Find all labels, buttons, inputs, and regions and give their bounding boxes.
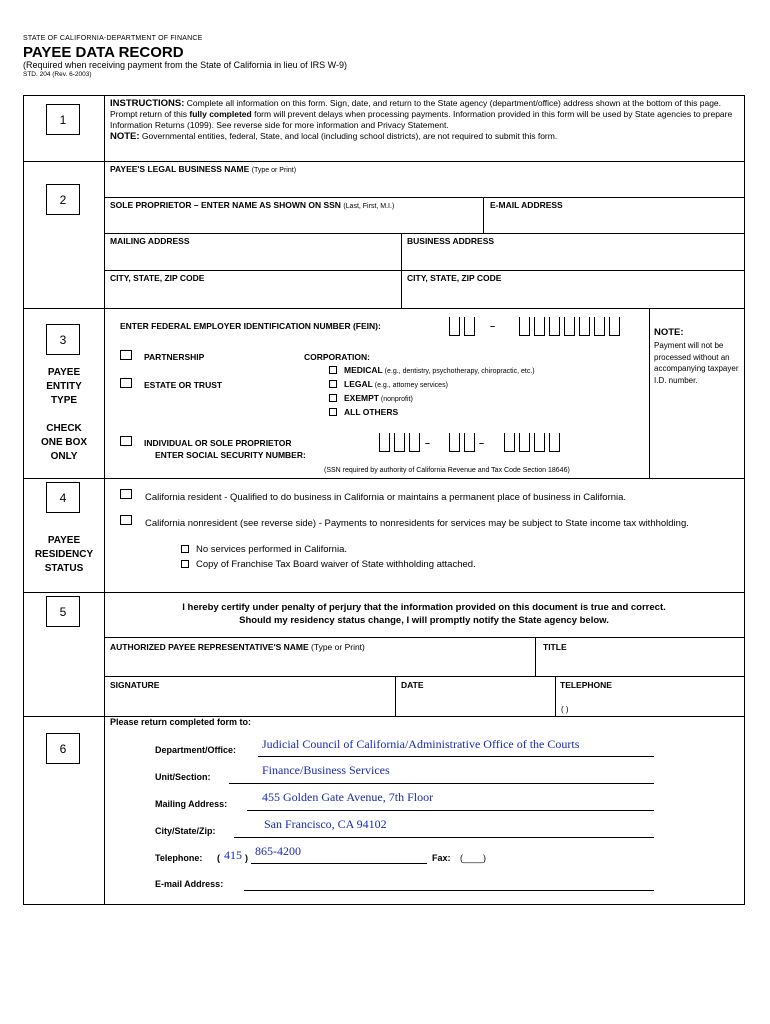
email-return-label: E-mail Address: — [155, 879, 224, 889]
check-one-box-label: CHECK ONE BOX ONLY — [40, 423, 88, 462]
department-value[interactable]: Judicial Council of California/Administrative Office of the Courts — [262, 737, 580, 751]
title-label: TITLE — [543, 642, 567, 652]
waiver-checkbox[interactable] — [181, 560, 189, 568]
unit-line — [229, 783, 654, 784]
ssn-dash: – — [425, 438, 431, 448]
note-title: NOTE: — [654, 327, 684, 338]
resident-checkbox[interactable] — [120, 489, 132, 499]
telephone-value[interactable]: 865-4200 — [255, 844, 301, 858]
fax-value[interactable]: (____) — [460, 853, 487, 863]
residency-side-label: PAYEE RESIDENCY STATUS — [34, 535, 94, 574]
unit-label: Unit/Section: — [155, 772, 211, 782]
corporation-label: CORPORATION: — [304, 352, 370, 362]
date-label: DATE — [401, 680, 424, 690]
divider-telephone-col — [555, 676, 556, 716]
telephone-close-paren: ) — [245, 853, 248, 863]
ssn-dash: – — [479, 438, 485, 448]
unit-value[interactable]: Finance/Business Services — [262, 763, 390, 777]
department-line — [258, 756, 654, 757]
mailing-address-return-label: Mailing Address: — [155, 799, 228, 809]
telephone-open-paren: ( — [217, 853, 220, 863]
city-line — [234, 837, 654, 838]
city-state-zip-value[interactable]: San Francisco, CA 94102 — [264, 817, 387, 831]
ssn-digit[interactable] — [549, 433, 560, 452]
nonresident-checkbox[interactable] — [120, 515, 132, 525]
telephone-label: TELEPHONE — [560, 680, 612, 690]
city-state-zip-return-label: City/State/Zip: — [155, 826, 216, 836]
business-address-label: BUSINESS ADDRESS — [407, 236, 495, 246]
section-number-6: 6 — [46, 733, 80, 764]
divider-section-4 — [24, 592, 744, 593]
legal-option[interactable]: LEGAL (e.g., attorney services) — [329, 379, 448, 389]
entity-type-side-label: PAYEE ENTITY TYPE — [46, 367, 82, 406]
resident-label: California resident - Qualified to do business in California or maintains a permanent place of business in California. — [145, 492, 627, 503]
ssn-digit[interactable] — [504, 433, 515, 452]
divider-note-col — [649, 308, 650, 478]
note-body: Payment will not be processed without an accompanying taxpayer I.D. number. — [654, 341, 739, 385]
fein-digit[interactable] — [464, 317, 475, 336]
instructions-text-1: Complete all information on this form. Sign, date, and return to the State agency (department/office) address shown at the bottom of this page. Prompt return of this — [110, 98, 722, 119]
department-label: Department/Office: — [155, 745, 237, 755]
fein-digit[interactable] — [564, 317, 575, 336]
instructions-label: INSTRUCTIONS: — [110, 98, 185, 109]
all-others-option[interactable]: ALL OTHERS — [329, 407, 398, 417]
divider-section-2 — [24, 308, 744, 309]
ssn-label: ENTER SOCIAL SECURITY NUMBER: — [155, 450, 306, 460]
nonresident-label: California nonresident (see reverse side) - Payments to nonresidents for services may be subject to State income tax withholding. — [145, 518, 689, 529]
divider-legal-name — [104, 161, 744, 162]
estate-trust-label: ESTATE OR TRUST — [144, 380, 223, 390]
section-number-5: 5 — [46, 596, 80, 627]
divider-mailing — [104, 233, 744, 234]
divider-address-col — [401, 233, 402, 308]
fein-digit[interactable] — [579, 317, 590, 336]
form-subtitle: (Required when receiving payment from the State of California in lieu of IRS W-9) — [23, 60, 347, 70]
ssn-digit[interactable] — [394, 433, 405, 452]
signature-label: SIGNATURE — [110, 680, 160, 690]
instructions-text-2: form will prevent delays when processing payments. Information provided in this form will be used by State agencies to prepare Information Returns (1099). See reverse side for more information and Privacy Statement. — [110, 109, 733, 130]
business-city-state-zip-label: CITY, STATE, ZIP CODE — [407, 273, 502, 283]
partnership-checkbox[interactable] — [120, 350, 132, 360]
instructions-note-label: NOTE: — [110, 131, 140, 142]
legal-name-label: PAYEE'S LEGAL BUSINESS NAME (Type or Print) — [110, 164, 297, 174]
waiver-option[interactable]: Copy of Franchise Tax Board waiver of State withholding attached. — [181, 559, 476, 570]
ssn-digit[interactable] — [534, 433, 545, 452]
telephone-area-code[interactable]: 415 — [224, 848, 242, 862]
medical-option[interactable]: MEDICAL (e.g., dentistry, psychotherapy, chiropractic, etc.) — [329, 365, 535, 375]
section-number-3: 3 — [46, 324, 80, 355]
divider-sole-prop — [104, 197, 744, 198]
divider-section-3 — [24, 478, 744, 479]
agency-name: STATE OF CALIFORNIA-DEPARTMENT OF FINANCE — [23, 35, 203, 42]
payee-data-form — [23, 95, 745, 905]
ssn-digit[interactable] — [449, 433, 460, 452]
instructions-block — [110, 98, 740, 142]
divider-rep-name — [104, 676, 744, 677]
medical-checkbox[interactable] — [329, 366, 337, 374]
email-line — [244, 890, 654, 891]
divider-title-col — [535, 637, 536, 676]
instructions-bold: fully completed — [189, 109, 252, 119]
divider-date-col — [395, 676, 396, 716]
divider-city — [104, 270, 744, 271]
sole-proprietor-label: SOLE PROPRIETOR – ENTER NAME AS SHOWN ON SSN (Last, First, M.I.) — [110, 200, 395, 210]
legal-checkbox[interactable] — [329, 380, 337, 388]
fein-dash: – — [490, 321, 496, 331]
fax-label: Fax: — [432, 853, 451, 863]
return-heading: Please return completed form to: — [110, 717, 252, 727]
no-services-option[interactable]: No services performed in California. — [181, 544, 347, 555]
ssn-digit[interactable] — [409, 433, 420, 452]
instructions-note-text: Governmental entities, federal, State, and local (including school districts), are not required to submit this form. — [139, 131, 558, 141]
divider-certification — [104, 637, 744, 638]
fein-digit[interactable] — [609, 317, 620, 336]
partnership-label: PARTNERSHIP — [144, 352, 205, 362]
ssn-digit[interactable] — [464, 433, 475, 452]
fein-digit[interactable] — [549, 317, 560, 336]
form-title: PAYEE DATA RECORD — [23, 44, 184, 61]
fein-digit[interactable] — [534, 317, 545, 336]
email-address-label: E-MAIL ADDRESS — [490, 200, 563, 210]
mailing-address-label: MAILING ADDRESS — [110, 236, 190, 246]
form-number: STD. 204 (Rev. 6-2003) — [23, 71, 92, 78]
individual-checkbox[interactable] — [120, 436, 132, 446]
all-others-checkbox[interactable] — [329, 408, 337, 416]
telephone-parens: ( ) — [561, 705, 569, 714]
divider-1 — [24, 161, 104, 162]
fein-label: ENTER FEDERAL EMPLOYER IDENTIFICATION NUMBER (FEIN): — [120, 321, 381, 331]
telephone-return-label: Telephone: — [155, 853, 203, 863]
ssn-note: (SSN required by authority of California Revenue and Tax Code Section 18646) — [324, 467, 570, 474]
city-state-zip-label: CITY, STATE, ZIP CODE — [110, 273, 205, 283]
exempt-option[interactable]: EXEMPT (nonprofit) — [329, 393, 413, 403]
mailing-address-value[interactable]: 455 Golden Gate Avenue, 7th Floor — [262, 790, 434, 804]
mailing-line — [247, 810, 654, 811]
certification-text: I hereby certify under penalty of perjury that the information provided on this document is true and correct. Should my residency status change, I will promptly notify the State agency below. — [182, 602, 666, 626]
estate-trust-checkbox[interactable] — [120, 378, 132, 388]
fein-digit[interactable] — [594, 317, 605, 336]
left-column-divider — [104, 96, 105, 904]
section-number-2: 2 — [46, 184, 80, 215]
telephone-line — [251, 863, 427, 864]
individual-label: INDIVIDUAL OR SOLE PROPRIETOR — [144, 438, 292, 448]
fein-digit[interactable] — [449, 317, 460, 336]
exempt-checkbox[interactable] — [329, 394, 337, 402]
fein-digit[interactable] — [519, 317, 530, 336]
rep-name-label: AUTHORIZED PAYEE REPRESENTATIVE'S NAME (Type or Print) — [110, 642, 365, 652]
no-services-checkbox[interactable] — [181, 545, 189, 553]
divider-email-col — [483, 197, 484, 233]
section-number-1: 1 — [46, 104, 80, 135]
ssn-digit[interactable] — [379, 433, 390, 452]
section-number-4: 4 — [46, 482, 80, 513]
ssn-digit[interactable] — [519, 433, 530, 452]
